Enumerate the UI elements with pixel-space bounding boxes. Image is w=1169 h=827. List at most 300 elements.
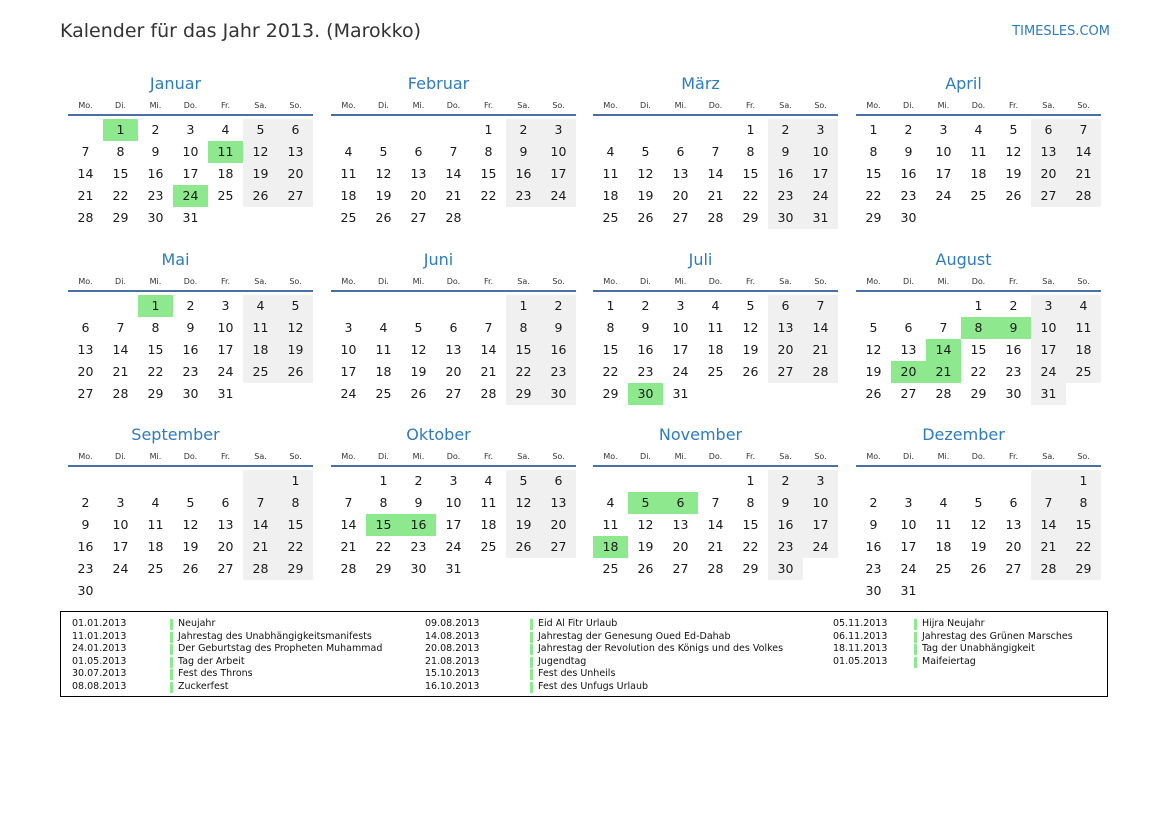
day-cell: 24 xyxy=(217,364,234,379)
week-row xyxy=(593,141,838,163)
week-row xyxy=(856,470,1101,492)
day-cell: 27 xyxy=(541,536,576,558)
day-cell: 15 xyxy=(742,166,759,181)
day-cell: 6 xyxy=(81,320,90,335)
month-name: März xyxy=(681,74,720,93)
weekday-label: Do. xyxy=(971,277,986,286)
day-cell: 21 xyxy=(112,364,129,379)
empty-day-cell xyxy=(278,383,313,405)
day-cell: 9 xyxy=(506,141,541,163)
week-row xyxy=(331,383,576,405)
day-cell: 9 xyxy=(768,492,803,514)
day-cell: 13 xyxy=(672,517,689,532)
day-cell: 6 xyxy=(221,495,230,510)
day-cell: 5 xyxy=(379,144,388,159)
weekday-label: So. xyxy=(1077,277,1090,286)
weekday-label: Fr. xyxy=(745,101,756,110)
day-cell: 11 xyxy=(935,517,952,532)
weekday-label: Di. xyxy=(903,277,914,286)
day-cell: 13 xyxy=(1005,517,1022,532)
holiday-date: 09.08.2013 xyxy=(425,618,480,629)
weekday-label: Mi. xyxy=(149,101,162,110)
week-row xyxy=(593,207,838,229)
day-cell: 27 xyxy=(672,561,689,576)
day-cell: 2 xyxy=(186,298,195,313)
day-cell: 18 xyxy=(602,188,619,203)
day-cell: 2 xyxy=(151,122,160,137)
weekday-label: Mo. xyxy=(78,277,93,286)
week-row xyxy=(593,185,838,207)
day-cell: 12 xyxy=(278,317,313,339)
day-cell: 30 xyxy=(410,561,427,576)
day-cell: 26 xyxy=(637,561,654,576)
day-cell: 21 xyxy=(445,188,462,203)
day-cell: 7 xyxy=(449,144,458,159)
day-cell: 16 xyxy=(182,342,199,357)
holiday-name: Neujahr xyxy=(178,618,216,629)
empty-day-cell xyxy=(803,383,838,405)
weekday-label: Do. xyxy=(708,452,723,461)
empty-day-cell xyxy=(138,580,173,602)
holiday-name: Fest des Unfugs Urlaub xyxy=(538,680,649,692)
month-name: Juli xyxy=(688,250,713,269)
holiday-day-cell: 1 xyxy=(103,119,138,141)
page-title: Kalender für das Jahr 2013. (Marokko) xyxy=(60,20,422,42)
day-cell: 31 xyxy=(803,207,838,229)
week-row xyxy=(856,295,1101,317)
day-cell: 27 xyxy=(1005,561,1022,576)
weekday-label: Sa. xyxy=(779,452,792,461)
day-cell: 26 xyxy=(410,386,427,401)
empty-day-cell xyxy=(436,295,471,317)
day-cell: 5 xyxy=(278,295,313,317)
day-cell: 20 xyxy=(217,539,234,554)
day-cell: 17 xyxy=(182,166,199,181)
empty-day-cell xyxy=(698,470,733,492)
weekday-label: Sa. xyxy=(1042,452,1055,461)
day-cell: 17 xyxy=(1031,339,1066,361)
day-cell: 3 xyxy=(449,473,458,488)
holiday-name: Fest des Unheils xyxy=(538,668,616,680)
day-cell: 22 xyxy=(865,188,882,203)
day-cell: 3 xyxy=(904,495,913,510)
holiday-name: Zuckerfest xyxy=(178,680,229,692)
day-cell: 19 xyxy=(970,539,987,554)
empty-day-cell xyxy=(996,207,1031,229)
empty-day-cell xyxy=(891,295,926,317)
day-cell: 3 xyxy=(344,320,353,335)
day-cell: 6 xyxy=(449,320,458,335)
day-cell: 14 xyxy=(243,514,278,536)
month-5 xyxy=(68,249,313,405)
holiday-marker xyxy=(170,632,173,643)
weekday-label: Do. xyxy=(971,452,986,461)
day-cell: 23 xyxy=(506,185,541,207)
empty-day-cell xyxy=(541,558,576,580)
day-cell: 12 xyxy=(1005,144,1022,159)
holiday-marker xyxy=(170,657,173,668)
day-cell: 17 xyxy=(672,342,689,357)
day-cell: 20 xyxy=(672,539,689,554)
day-cell: 20 xyxy=(1005,539,1022,554)
empty-day-cell xyxy=(1031,207,1066,229)
day-cell: 9 xyxy=(768,141,803,163)
day-cell: 16 xyxy=(865,539,882,554)
holiday-day-cell: 16 xyxy=(401,514,436,536)
holiday-marker xyxy=(914,657,917,668)
holiday-marker xyxy=(914,632,917,643)
week-row xyxy=(331,536,576,558)
day-cell: 10 xyxy=(900,517,917,532)
day-cell: 5 xyxy=(1009,122,1018,137)
week-row xyxy=(593,119,838,141)
day-cell: 20 xyxy=(77,364,94,379)
day-cell: 24 xyxy=(672,364,689,379)
header-divider xyxy=(331,465,576,467)
day-cell: 27 xyxy=(768,361,803,383)
holiday-day-cell: 14 xyxy=(926,339,961,361)
empty-day-cell xyxy=(663,470,698,492)
empty-day-cell xyxy=(856,470,891,492)
empty-day-cell xyxy=(593,119,628,141)
week-row xyxy=(593,339,838,361)
day-cell: 12 xyxy=(375,166,392,181)
week-row xyxy=(331,119,576,141)
day-cell: 20 xyxy=(672,188,689,203)
week-row xyxy=(68,339,313,361)
day-cell: 4 xyxy=(1066,295,1101,317)
day-cell: 4 xyxy=(939,495,948,510)
day-cell: 21 xyxy=(803,339,838,361)
day-cell: 13 xyxy=(410,166,427,181)
weekday-label: Di. xyxy=(378,452,389,461)
day-cell: 11 xyxy=(147,517,164,532)
day-cell: 4 xyxy=(606,495,615,510)
month-name: November xyxy=(658,425,743,444)
day-cell: 19 xyxy=(506,514,541,536)
day-cell: 7 xyxy=(711,495,720,510)
weekday-label: Di. xyxy=(378,101,389,110)
week-row xyxy=(68,163,313,185)
day-cell: 9 xyxy=(541,317,576,339)
day-cell: 28 xyxy=(480,386,497,401)
day-cell: 26 xyxy=(375,210,392,225)
month-4 xyxy=(856,73,1101,229)
holiday-marker xyxy=(530,657,533,668)
day-cell: 8 xyxy=(746,144,755,159)
empty-day-cell xyxy=(803,558,838,580)
day-cell: 29 xyxy=(112,210,129,225)
month-name: Januar xyxy=(149,74,202,93)
holiday-name: Eid Al Fitr Urlaub xyxy=(538,618,618,629)
day-cell: 8 xyxy=(116,144,125,159)
week-row xyxy=(593,163,838,185)
day-cell: 24 xyxy=(803,185,838,207)
day-cell: 9 xyxy=(81,517,90,532)
day-cell: 23 xyxy=(410,539,427,554)
weekday-label: Mi. xyxy=(674,277,687,286)
holiday-day-cell: 20 xyxy=(891,361,926,383)
day-cell: 15 xyxy=(506,339,541,361)
weekday-label: Do. xyxy=(183,277,198,286)
month-name: Februar xyxy=(407,74,470,93)
weekday-label: Fr. xyxy=(1008,277,1019,286)
day-cell: 14 xyxy=(77,166,94,181)
day-cell: 9 xyxy=(151,144,160,159)
day-cell: 24 xyxy=(1031,361,1066,383)
day-cell: 3 xyxy=(186,122,195,137)
month-9 xyxy=(68,424,313,602)
day-cell: 22 xyxy=(112,188,129,203)
day-cell: 15 xyxy=(480,166,497,181)
day-cell: 8 xyxy=(869,144,878,159)
holiday-marker xyxy=(530,632,533,643)
day-cell: 23 xyxy=(182,364,199,379)
week-row xyxy=(856,361,1101,383)
week-row xyxy=(331,207,576,229)
holiday-date: 20.08.2013 xyxy=(425,643,480,655)
week-row xyxy=(593,536,838,558)
day-cell: 21 xyxy=(77,188,94,203)
day-cell: 4 xyxy=(243,295,278,317)
header-divider xyxy=(331,114,576,116)
day-cell: 1 xyxy=(506,295,541,317)
holiday-date: 01.05.2013 xyxy=(833,655,888,667)
day-cell: 2 xyxy=(541,295,576,317)
weekday-header xyxy=(68,275,313,289)
day-cell: 18 xyxy=(147,539,164,554)
empty-day-cell xyxy=(103,470,138,492)
empty-day-cell xyxy=(103,295,138,317)
day-cell: 3 xyxy=(541,119,576,141)
day-cell: 7 xyxy=(1066,119,1101,141)
day-cell: 25 xyxy=(602,210,619,225)
day-cell: 28 xyxy=(243,558,278,580)
day-cell: 8 xyxy=(506,317,541,339)
empty-day-cell xyxy=(68,119,103,141)
day-cell: 26 xyxy=(506,536,541,558)
day-cell: 14 xyxy=(445,166,462,181)
holiday-marker xyxy=(170,644,173,655)
weekday-label: Mi. xyxy=(412,452,425,461)
weekday-label: Di. xyxy=(115,452,126,461)
empty-day-cell xyxy=(996,580,1031,602)
day-cell: 11 xyxy=(602,517,619,532)
empty-day-cell xyxy=(926,295,961,317)
day-cell: 26 xyxy=(970,561,987,576)
day-cell: 19 xyxy=(742,342,759,357)
weekday-label: Fr. xyxy=(745,452,756,461)
week-row xyxy=(593,383,838,405)
empty-day-cell xyxy=(243,207,278,229)
holiday-marker xyxy=(914,619,917,630)
empty-day-cell xyxy=(68,295,103,317)
day-cell: 3 xyxy=(803,119,838,141)
day-cell: 11 xyxy=(340,166,357,181)
day-cell: 10 xyxy=(1031,317,1066,339)
day-cell: 23 xyxy=(865,561,882,576)
day-cell: 30 xyxy=(182,386,199,401)
empty-day-cell xyxy=(961,207,996,229)
weekday-label: So. xyxy=(814,277,827,286)
week-row xyxy=(331,141,576,163)
weekday-label: Sa. xyxy=(254,452,267,461)
month-6 xyxy=(331,249,576,405)
month-name: April xyxy=(945,74,982,93)
day-cell: 16 xyxy=(900,166,917,181)
day-cell: 27 xyxy=(900,386,917,401)
brand-link[interactable]: TIMESLES.COM xyxy=(1012,24,1110,39)
day-cell: 15 xyxy=(278,514,313,536)
week-row xyxy=(68,361,313,383)
holiday-date: 30.07.2013 xyxy=(72,668,127,680)
month-name: September xyxy=(131,425,220,444)
day-cell: 2 xyxy=(506,119,541,141)
weekday-label: Sa. xyxy=(779,101,792,110)
holiday-name: Der Geburtstag des Propheten Muhammad xyxy=(178,643,383,655)
week-row xyxy=(856,119,1101,141)
day-cell: 17 xyxy=(900,539,917,554)
day-cell: 29 xyxy=(602,386,619,401)
week-row xyxy=(331,558,576,580)
weekday-label: Fr. xyxy=(483,277,494,286)
day-cell: 30 xyxy=(768,207,803,229)
empty-day-cell xyxy=(471,558,506,580)
weekday-label: Fr. xyxy=(220,452,231,461)
holiday-marker xyxy=(530,619,533,630)
day-cell: 1 xyxy=(746,122,755,137)
day-cell: 6 xyxy=(414,144,423,159)
holiday-day-cell: 6 xyxy=(663,492,698,514)
week-row xyxy=(331,163,576,185)
day-cell: 22 xyxy=(602,364,619,379)
empty-day-cell xyxy=(138,470,173,492)
day-cell: 15 xyxy=(147,342,164,357)
day-cell: 27 xyxy=(77,386,94,401)
empty-day-cell xyxy=(961,470,996,492)
day-cell: 18 xyxy=(1066,339,1101,361)
holiday-day-cell: 1 xyxy=(138,295,173,317)
weekday-label: Mi. xyxy=(412,277,425,286)
day-cell: 11 xyxy=(375,342,392,357)
day-cell: 12 xyxy=(410,342,427,357)
empty-day-cell xyxy=(243,383,278,405)
week-row xyxy=(593,361,838,383)
month-2 xyxy=(331,73,576,229)
day-cell: 19 xyxy=(637,539,654,554)
day-cell: 17 xyxy=(445,517,462,532)
weekday-label: Mo. xyxy=(341,101,356,110)
day-cell: 19 xyxy=(865,364,882,379)
day-cell: 2 xyxy=(869,495,878,510)
day-cell: 8 xyxy=(379,495,388,510)
weekday-label: Do. xyxy=(183,452,198,461)
day-cell: 28 xyxy=(445,210,462,225)
weekday-label: Sa. xyxy=(1042,277,1055,286)
day-cell: 16 xyxy=(768,163,803,185)
day-cell: 14 xyxy=(803,317,838,339)
day-cell: 14 xyxy=(112,342,129,357)
empty-day-cell xyxy=(331,295,366,317)
weekday-label: So. xyxy=(814,452,827,461)
day-cell: 27 xyxy=(410,210,427,225)
weekday-label: So. xyxy=(1077,452,1090,461)
day-cell: 14 xyxy=(1066,141,1101,163)
day-cell: 4 xyxy=(484,473,493,488)
day-cell: 30 xyxy=(900,210,917,225)
month-3 xyxy=(593,73,838,229)
empty-day-cell xyxy=(208,207,243,229)
weekday-label: Mo. xyxy=(603,101,618,110)
day-cell: 5 xyxy=(641,144,650,159)
day-cell: 17 xyxy=(112,539,129,554)
day-cell: 11 xyxy=(970,144,987,159)
weekday-label: Di. xyxy=(903,452,914,461)
month-name: August xyxy=(935,250,992,269)
day-cell: 7 xyxy=(81,144,90,159)
day-cell: 5 xyxy=(974,495,983,510)
day-cell: 11 xyxy=(480,495,497,510)
day-cell: 24 xyxy=(340,386,357,401)
header-divider xyxy=(331,290,576,292)
weekday-label: Sa. xyxy=(517,277,530,286)
weekday-label: Sa. xyxy=(779,277,792,286)
day-cell: 29 xyxy=(970,386,987,401)
header-divider xyxy=(68,114,313,116)
day-cell: 2 xyxy=(81,495,90,510)
holiday-marker xyxy=(170,669,173,680)
weekday-label: Mo. xyxy=(341,452,356,461)
weekday-header xyxy=(68,99,313,113)
day-cell: 25 xyxy=(217,188,234,203)
day-cell: 3 xyxy=(221,298,230,313)
empty-day-cell xyxy=(208,470,243,492)
day-cell: 14 xyxy=(1031,514,1066,536)
day-cell: 8 xyxy=(278,492,313,514)
day-cell: 7 xyxy=(484,320,493,335)
weekday-label: Di. xyxy=(115,277,126,286)
day-cell: 12 xyxy=(742,320,759,335)
day-cell: 3 xyxy=(1031,295,1066,317)
empty-day-cell xyxy=(698,383,733,405)
day-cell: 3 xyxy=(939,122,948,137)
empty-day-cell xyxy=(401,119,436,141)
day-cell: 22 xyxy=(1066,536,1101,558)
day-cell: 2 xyxy=(414,473,423,488)
empty-day-cell xyxy=(1031,470,1066,492)
weekday-label: So. xyxy=(552,452,565,461)
day-cell: 7 xyxy=(711,144,720,159)
week-row xyxy=(68,141,313,163)
empty-day-cell xyxy=(173,580,208,602)
day-cell: 4 xyxy=(379,320,388,335)
day-cell: 25 xyxy=(340,210,357,225)
day-cell: 12 xyxy=(243,141,278,163)
week-row xyxy=(68,492,313,514)
week-row xyxy=(331,185,576,207)
holiday-marker xyxy=(530,669,533,680)
day-cell: 11 xyxy=(243,317,278,339)
day-cell: 25 xyxy=(375,386,392,401)
day-cell: 26 xyxy=(278,361,313,383)
day-cell: 14 xyxy=(707,517,724,532)
day-cell: 8 xyxy=(151,320,160,335)
weekday-label: So. xyxy=(1077,101,1090,110)
day-cell: 22 xyxy=(278,536,313,558)
day-cell: 24 xyxy=(900,561,917,576)
day-cell: 26 xyxy=(742,364,759,379)
day-cell: 21 xyxy=(340,539,357,554)
